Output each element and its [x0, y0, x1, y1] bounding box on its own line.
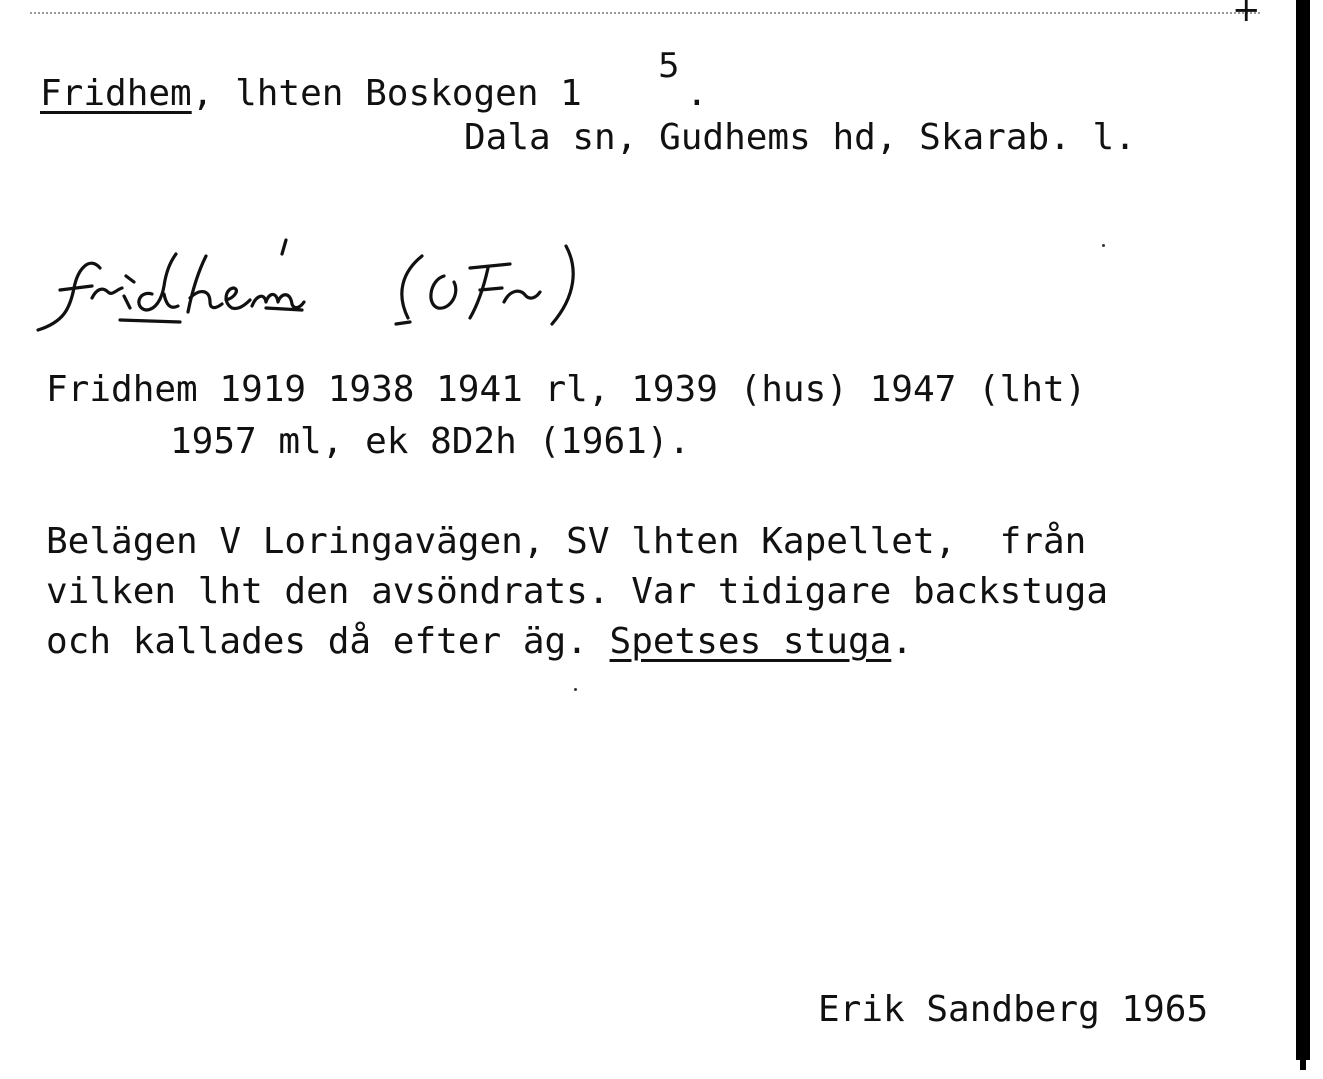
- description-line-3: [46, 622, 913, 662]
- signature: Erik Sandberg 1965: [818, 989, 1209, 1030]
- paper-speck: [1102, 244, 1105, 247]
- place-name: Fridhem: [40, 73, 192, 114]
- heading-terminal-dot: .: [686, 73, 708, 114]
- sources-line-1: Fridhem 1919 1938 1941 rl, 1939 (hus) 1947 (lht): [46, 369, 1087, 410]
- description-line-2: vilken lht den avsöndrats. Var tidigare backstuga: [46, 571, 1109, 612]
- top-edge-dots: [30, 12, 1260, 16]
- location-text: , lhten Boskogen 1: [191, 73, 582, 114]
- heading-line: [40, 74, 582, 114]
- superscript-number: 5: [658, 46, 680, 86]
- right-card-edge: [1296, 0, 1310, 1060]
- former-name: Spetses stuga: [609, 621, 892, 662]
- description-line-3-suffix: .: [891, 621, 913, 662]
- parish-line: Dala sn, Gudhems hd, Skarab. l.: [464, 117, 1136, 158]
- sources-line-2: 1957 ml, ek 8D2h (1961).: [170, 421, 691, 462]
- description-line-3-prefix: och kallades då efter äg.: [46, 621, 610, 662]
- right-card-edge-tail: [1300, 1040, 1306, 1070]
- paper-speck: [574, 688, 577, 691]
- description-line-1: Belägen V Loringavägen, SV lhten Kapellet, från: [46, 521, 1087, 562]
- corner-plus-mark: +: [1232, 0, 1261, 30]
- handwritten-annotation: [30, 228, 590, 338]
